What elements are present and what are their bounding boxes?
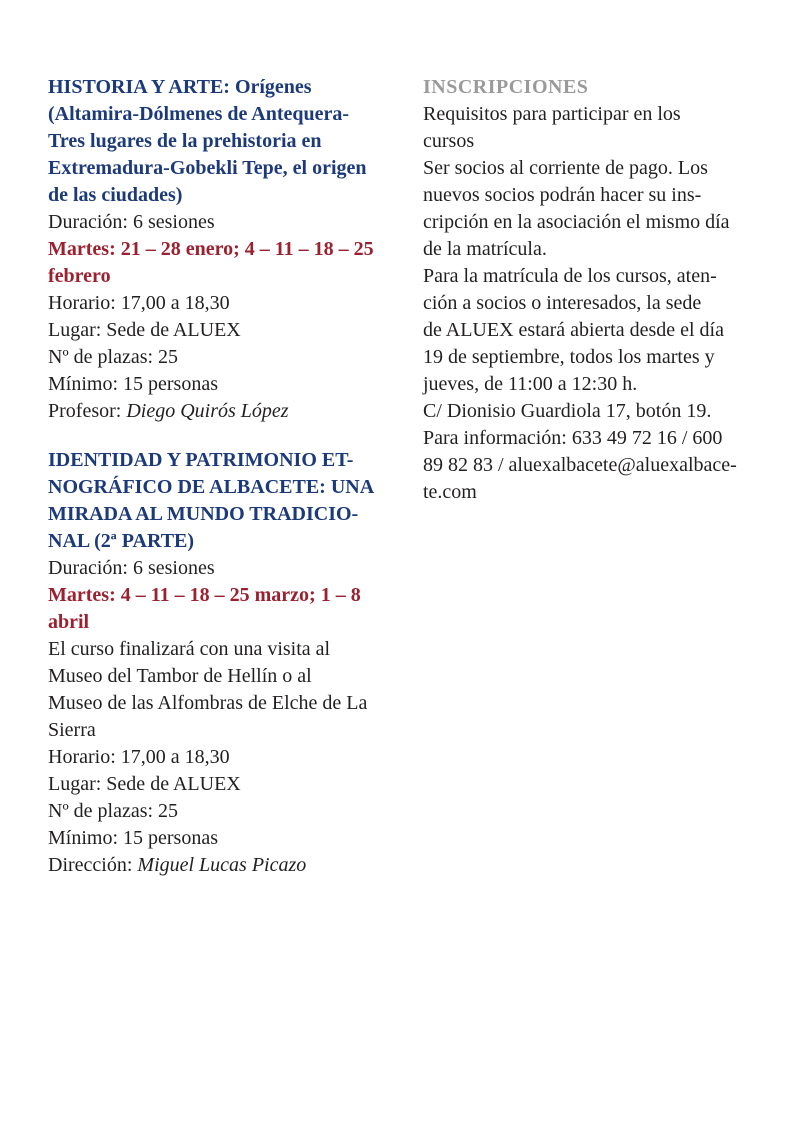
course-title: IDENTIDAD Y PATRIMONIO ET- NOGRÁFICO DE ALBACETE: UNA MIRADA AL MUNDO TRADICIO- NAL (2ª PARTE) bbox=[48, 449, 375, 552]
staff-label: Profesor: bbox=[48, 400, 127, 422]
staff-name: Miguel Lucas Picazo bbox=[137, 854, 307, 876]
staff-name: Diego Quirós López bbox=[126, 400, 289, 422]
course-section-1 bbox=[48, 74, 420, 425]
course-staff-line bbox=[48, 852, 420, 879]
inscriptions-body: Requisitos para participar en los cursos Ser socios al corriente de pago. Los nuevos socios podrán hacer su ins- cripción en la asociación el mismo día de la matrícula. Para la matrícula de los cursos, aten- ción a socios o interesados, la sede de ALUEX estará abierta desde el día 19 de septiembre, todos los martes y jueves, de 11:00 a 12:30 h. C/ Dionisio Guardiola 17, botón 19. Para información: 633 49 72 16 / 600 89 82 83 / aluexalbacete@aluexalbace- te.com bbox=[423, 103, 737, 503]
course-dates: Martes: 21 – 28 enero; 4 – 11 – 18 – 25 febrero bbox=[48, 238, 374, 287]
course-details: Horario: 17,00 a 18,30 Lugar: Sede de ALUEX Nº de plazas: 25 Mínimo: 15 personas bbox=[48, 292, 241, 395]
course-details: Horario: 17,00 a 18,30 Lugar: Sede de ALUEX Nº de plazas: 25 Mínimo: 15 personas bbox=[48, 746, 241, 849]
course-section-2 bbox=[48, 447, 420, 879]
right-column bbox=[423, 74, 795, 506]
course-duration: Duración: 6 sesiones bbox=[48, 211, 215, 233]
course-staff-line bbox=[48, 398, 420, 425]
course-title: HISTORIA Y ARTE: Orígenes (Altamira-Dólmenes de Antequera- Tres lugares de la prehistoria en Extremadura-Gobekli Tepe, el origen de las ciudades) bbox=[48, 76, 367, 206]
course-duration: Duración: 6 sesiones bbox=[48, 557, 215, 579]
course-dates: Martes: 4 – 11 – 18 – 25 marzo; 1 – 8 abril bbox=[48, 584, 361, 633]
staff-label: Dirección: bbox=[48, 854, 138, 876]
left-column bbox=[48, 74, 420, 879]
inscriptions-heading: INSCRIPCIONES bbox=[423, 76, 589, 98]
course-description: El curso finalizará con una visita al Museo del Tambor de Hellín o al Museo de las Alfombras de Elche de La Sierra bbox=[48, 638, 368, 741]
